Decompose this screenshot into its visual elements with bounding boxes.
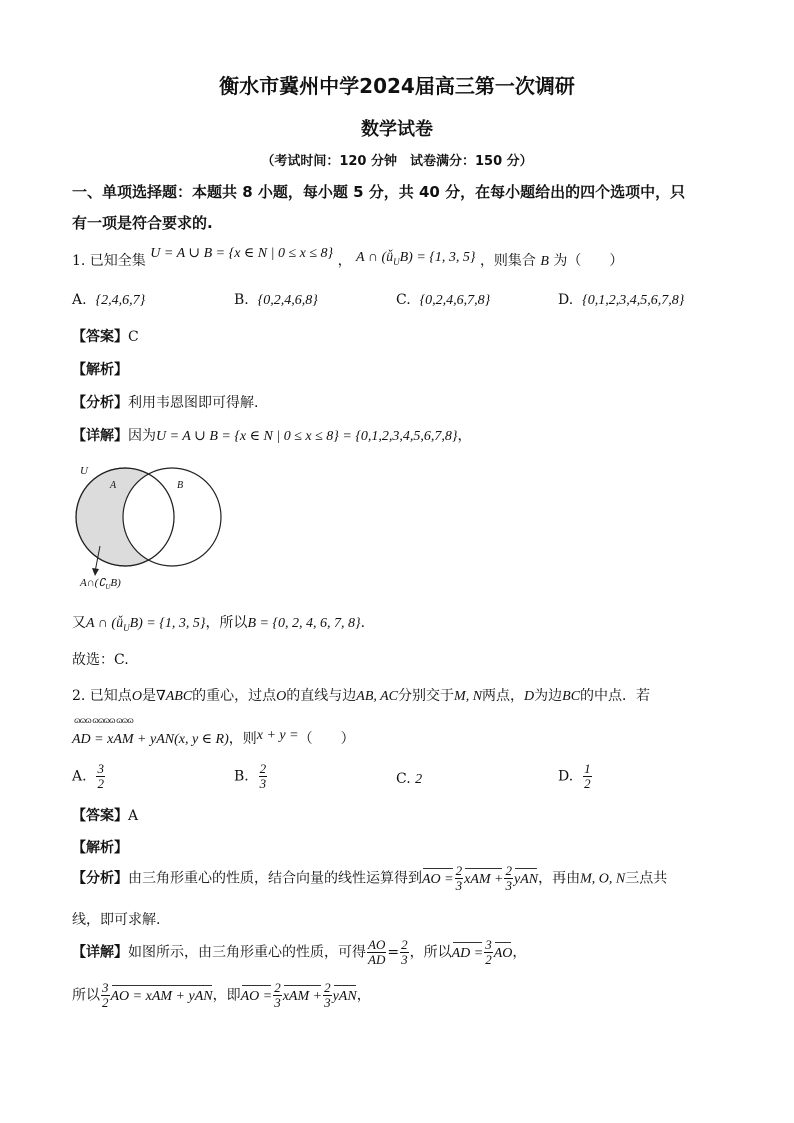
q1-math-intersection: A ∩ $(ǚ_UB) = \{1$, 3, 5}: [356, 250, 476, 267]
q1-stem: [72, 246, 624, 275]
venn-diagram: [70, 462, 240, 592]
q2-analysis-tag: 【解析】: [72, 840, 128, 856]
q2-fenxi-cont: 线，即可求解.: [72, 912, 161, 928]
venn-label-a: A: [110, 480, 117, 491]
q1-math-universe: U = A ∪ B = {x ∈ N | 0 ≤ x ≤ 8}: [150, 246, 334, 261]
q1-detail: 【详解】因为U = A ∪ B = {x ∈ N | 0 ≤ x ≤ 8} = {0,1,2,3,4,5,6,7,8}，: [72, 428, 472, 444]
q2-detail-line3: 所以 $\frac{3}{2}$ AO = xAM + yAN，即AO = $\frac{2}{3}$ xAM + $\frac{2}{3}$ yAN，: [72, 980, 371, 1010]
q1-option-d[interactable]: D. {0,1,2,3,4,5,6,7,8}: [558, 292, 685, 308]
page-subtitle: 数学试卷: [361, 119, 433, 140]
q1-answer: 【答案】C: [72, 329, 139, 345]
exam-info: （考试时间：120 分钟 试卷满分：150 分）: [261, 154, 533, 169]
page-title: 衡水市冀州中学2024届高三第一次调研: [219, 74, 575, 98]
q1-var-b: B: [540, 254, 549, 269]
q1-again: 又A ∩ $(ǚ_UB) = \{1$, 3, 5}，所以B = {0, 2, 4, 6, 7, 8}.: [72, 615, 366, 633]
q2-option-a[interactable]: A. $\frac{3}{2}$: [72, 761, 104, 791]
q2-option-d[interactable]: D. $\frac{1}{2}$: [558, 761, 591, 791]
q2-option-b[interactable]: B. $\frac{2}{3}$: [234, 761, 267, 791]
q1-comma: ，: [337, 253, 352, 269]
q1-option-c[interactable]: C. {0,2,4,6,7,8}: [396, 292, 491, 308]
section-heading-cont: 有一项是符合要求的.: [72, 214, 213, 232]
q2-fenxi: 【分析】由三角形重心的性质，结合向量的线性运算得到AO = $\frac{2}{3}$ xAM + $\frac{2}{3}$ yAN，再由M, O, N三点共: [72, 863, 668, 893]
q2-detail: 【详解】如图所示，由三角形重心的性质，可得 $\frac{AO}{AD}$ = $\frac{2}{3}$ ，所以AD = $\frac{3}{2}$ AO，: [72, 937, 527, 967]
section-heading: 一、单项选择题：本题共 8 小题，每小题 5 分，共 40 分，在每小题给出的四个选项中，只: [72, 183, 686, 201]
venn-caption: $A\cap(∁_UB)$: [80, 577, 121, 592]
q1-analysis-tag: 【解析】: [72, 362, 128, 378]
q1-tail: 为（ ）: [553, 253, 624, 269]
q1-number: 1. 已知全集: [72, 253, 146, 269]
q1-then: ，则集合: [479, 253, 536, 269]
q2-option-c[interactable]: C. 2: [396, 771, 423, 787]
q2-stem-line1: 2. 已知点O是∇ABC的重心，过点O的直线与边AB, AC分别交于M, N两点，D为边BC的中点．若: [72, 688, 651, 704]
q1-option-b[interactable]: B. {0,2,4,6,8}: [234, 292, 318, 308]
venn-label-b: B: [177, 480, 184, 491]
q1-option-a[interactable]: A. {2,4,6,7}: [72, 292, 146, 308]
q1-fenxi: 【分析】利用韦恩图即可得解.: [72, 395, 259, 411]
q1-conclusion: 故选：C.: [72, 652, 129, 668]
q2-vector-marks: ɷɷɷ ɷɷɷɷ ɷɷɷ: [74, 716, 133, 725]
venn-label-u: U: [80, 465, 88, 477]
q2-answer: 【答案】A: [72, 808, 139, 824]
q2-stem-line2: AD = xAM + yAN(x, y ∈ R)，则x + y =（ ）: [72, 728, 355, 747]
